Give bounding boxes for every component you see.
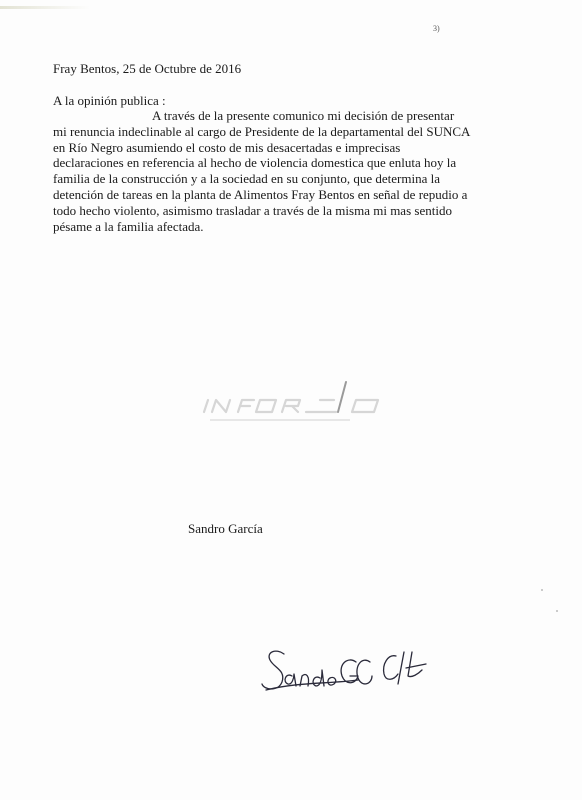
watermark-logo xyxy=(200,378,392,426)
body-line: en Río Negro asumiendo el costo de mis desacertadas e imprecisas xyxy=(53,139,401,155)
scan-speck xyxy=(541,589,543,591)
body-line: detención de tareas en la planta de Alimentos Fray Bentos en señal de repudio a xyxy=(53,186,468,202)
signer-name: Sandro García xyxy=(188,521,263,536)
salutation: A la opinión publica : xyxy=(53,93,166,108)
body-line: todo hecho violento, asimismo trasladar a través de la misma mi mas sentido xyxy=(53,202,452,218)
page-mark: 3) xyxy=(433,24,440,33)
scan-speck xyxy=(556,610,558,612)
handwritten-signature xyxy=(258,640,438,710)
body-line: mi renuncia indeclinable al cargo de Presidente de la departamental del SUNCA xyxy=(53,123,471,139)
body-line: declaraciones en referencia al hecho de violencia domestica que enluta hoy la xyxy=(53,155,457,171)
scan-smudge xyxy=(0,6,90,9)
body-line: pésame a la familia afectada. xyxy=(53,218,204,234)
body-line: familia de la construcción y a la sociedad en su conjunto, que determina la xyxy=(53,171,440,187)
date-line: Fray Bentos, 25 de Octubre de 2016 xyxy=(53,61,242,76)
letter-body xyxy=(53,108,523,234)
body-line: A través de la presente comunico mi decisión de presentar xyxy=(152,108,455,123)
